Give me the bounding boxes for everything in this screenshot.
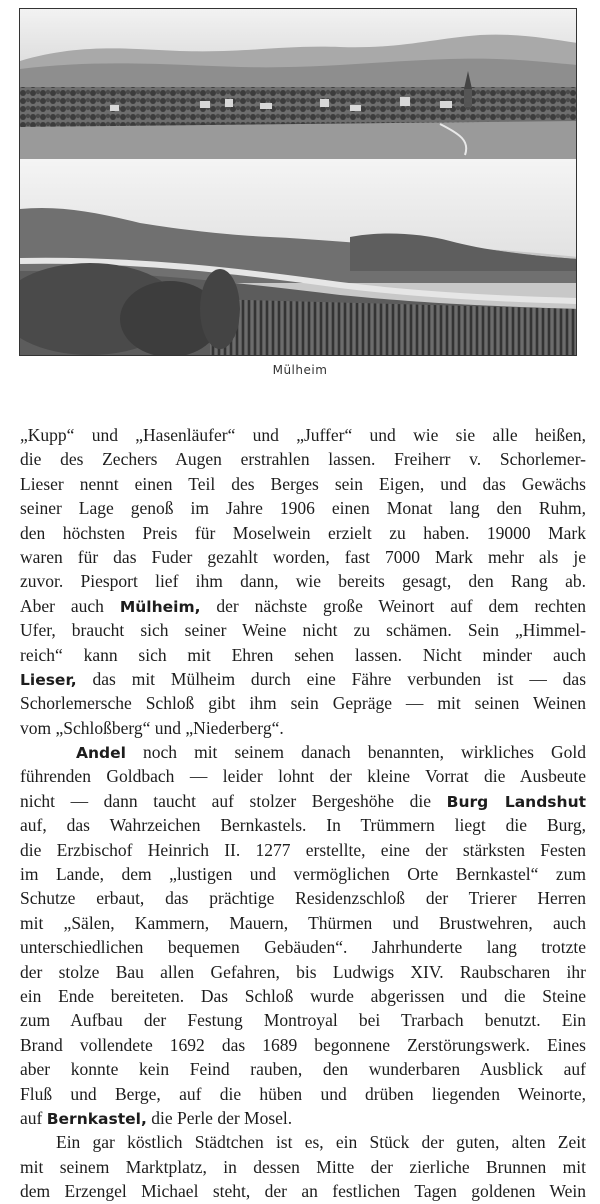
- text-run: Aber auch: [20, 595, 120, 616]
- text-line: Ufer, braucht sich seiner Weine nicht zu schämen. Sein „Himmel-: [20, 620, 586, 641]
- text-line: Schorlemersche Schloß gibt ihm sein Gepräge — mit seinen Weinen: [20, 693, 586, 714]
- text-line: Ein gar köstlich Städtchen ist es, ein Stück der guten, alten Zeit: [56, 1132, 586, 1153]
- text-line: mit „Sälen, Kammern, Mauern, Thürmen und Brustwehren, auch: [20, 912, 586, 933]
- text-line: auf, das Wahrzeichen Bernkastels. In Trümmern liegt die Burg,: [20, 815, 586, 836]
- landscape-image: [20, 9, 577, 356]
- text-line: dem Erzengel Michael steht, der an festlichen Tagen goldenen Wein: [20, 1181, 586, 1202]
- text-line: führenden Goldbach — leider lohnt der kleine Vorrat die Ausbeute: [20, 766, 586, 787]
- figure-caption: Mülheim: [272, 363, 328, 377]
- text-line: [20, 740, 586, 764]
- place-name-burg-landshut: Burg Landshut: [446, 792, 587, 811]
- text-line: den höchsten Preis für Moselwein erzielt zu haben. 19000 Mark: [20, 522, 586, 543]
- text-line: seiner Lage genoß im Jahre 1906 einen Monat lang den Ruhm,: [20, 498, 586, 519]
- text-line: ein Ende bereiteten. Das Schloß wurde abgerissen und die Steine: [20, 985, 586, 1006]
- text-line: aber konnte kein Feind rauben, den wunderbaren Ausblick auf: [20, 1059, 586, 1080]
- text-line: im Lande, dem „lustigen und vermöglichen Orte Bernkastel“ zum: [20, 864, 586, 885]
- text-line: [20, 1106, 586, 1130]
- text-line: der stolze Bau allen Gefahren, bis Ludwigs XIV. Raubscharen ihr: [20, 961, 586, 982]
- text-run: das mit Mülheim durch eine Fähre verbunden ist — das: [76, 668, 586, 689]
- text-line: Schutze erbaut, das prächtige Residenzschloß der Trierer Herren: [20, 888, 586, 909]
- text-line: Fluß und Berge, auf die hüben und drüben liegenden Weinorte,: [20, 1083, 586, 1104]
- place-name-bernkastel: Bernkastel,: [46, 1109, 147, 1128]
- text-run: die Perle der Mosel.: [146, 1107, 293, 1128]
- text-line: reich“ kann sich mit Ehren sehen lassen. Nicht minder auch: [20, 644, 586, 665]
- text-line: unterschiedlichen bequemen Gebäuden“. Jahrhunderte lang trotzte: [20, 937, 586, 958]
- mulheim-photo: [19, 8, 577, 356]
- text-line: „Kupp“ und „Hasenläufer“ und „Juffer“ und wie sie alle heißen,: [20, 425, 586, 445]
- text-line: zuvor. Piesport lief ihm dann, wie bereits gesagt, den Rang ab.: [20, 571, 586, 592]
- text-run: auf: [20, 1107, 47, 1128]
- place-name-lieser: Lieser,: [20, 670, 77, 689]
- text-line: Brand vollendete 1692 das 1689 begonnene Zerstörungswerk. Eines: [20, 1034, 586, 1055]
- text-line: [20, 594, 586, 618]
- text-line: zum Aufbau der Festung Montroyal bei Trarbach benutzt. Ein: [20, 1010, 586, 1031]
- text-run: noch mit seinem danach benannten, wirkliches Gold: [125, 742, 586, 763]
- text-run: nicht — dann taucht auf stolzer Bergeshöhe die: [20, 790, 447, 811]
- text-line: Lieser nennt einen Teil des Berges sein Eigen, und das Gewächs: [20, 473, 586, 494]
- text-line: [20, 667, 586, 691]
- text-line: waren für das Fuder gezahlt worden, fast 7000 Mark mehr als je: [20, 546, 586, 567]
- place-name-andel: Andel: [76, 744, 126, 763]
- text-line: [20, 789, 586, 813]
- body-text: [20, 423, 586, 1204]
- text-run: der nächste große Weinort auf dem rechten: [200, 595, 586, 616]
- text-line: mit seinem Marktplatz, in dessen Mitte der zierliche Brunnen mit: [20, 1156, 586, 1177]
- text-line: vom „Schloßberg“ und „Niederberg“.: [20, 717, 284, 738]
- text-line: die des Zechers Augen erstrahlen lassen. Freiherr v. Schorlemer-: [20, 449, 586, 470]
- text-line: die Erzbischof Heinrich II. 1277 erstellte, eine der stärksten Festen: [20, 839, 586, 860]
- place-name-mulheim: Mülheim,: [119, 597, 201, 616]
